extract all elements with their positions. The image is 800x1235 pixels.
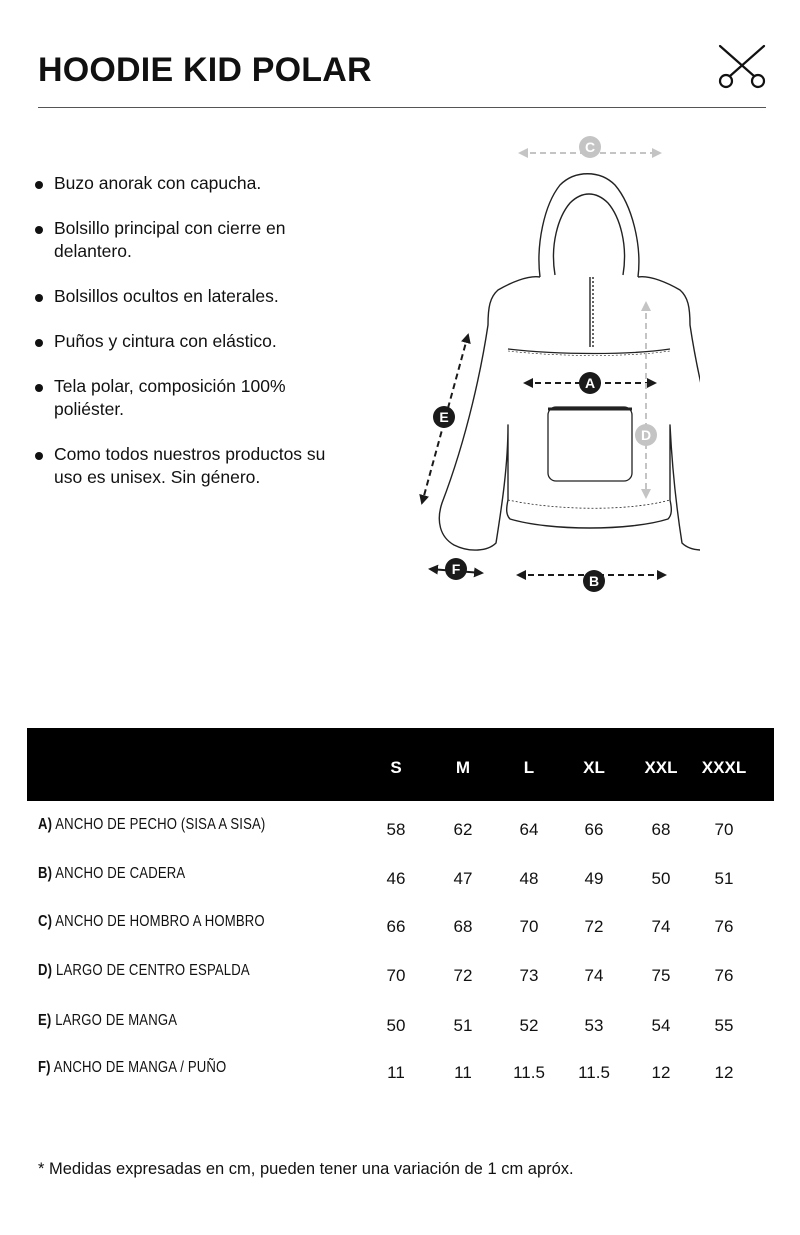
- feature-item: Bolsillo principal con cierre en delantero.: [34, 217, 354, 263]
- table-row: [38, 1012, 778, 1042]
- table-row: [38, 913, 778, 943]
- table-cell: 68: [651, 820, 671, 839]
- measurement-key: B): [38, 865, 53, 882]
- table-cell: 49: [584, 869, 604, 888]
- measurement-label: [38, 913, 265, 931]
- header-divider: [38, 107, 766, 108]
- marker-a: [579, 372, 601, 394]
- measurement-key: D): [38, 962, 53, 979]
- bullet-icon: [35, 294, 43, 302]
- svg-text:A: A: [584, 375, 596, 391]
- measurement-key: F): [38, 1059, 51, 1076]
- svg-text:D: D: [640, 427, 652, 443]
- measurement-name: LARGO DE CENTRO ESPALDA: [56, 962, 250, 979]
- bullet-icon: [35, 384, 43, 392]
- hood-outline: [539, 174, 639, 347]
- table-cell: 54: [651, 1016, 671, 1035]
- feature-item: Tela polar, composición 100% poliéster.: [34, 375, 354, 421]
- table-row: [38, 1059, 778, 1089]
- measurement-key: E): [38, 1012, 52, 1029]
- table-cell: 52: [519, 1016, 539, 1035]
- table-cell: 70: [519, 917, 539, 936]
- table-cell: 58: [386, 820, 406, 839]
- table-cell: 51: [453, 1016, 473, 1035]
- table-cell: 53: [584, 1016, 604, 1035]
- feature-item: Puños y cintura con elástico.: [34, 330, 354, 353]
- table-cell: 11.5: [513, 1063, 545, 1082]
- table-cell: 62: [453, 820, 473, 839]
- bullet-icon: [35, 181, 43, 189]
- table-cell: 74: [651, 917, 671, 936]
- measurement-name: ANCHO DE PECHO (SISA A SISA): [55, 816, 266, 833]
- measurement-label: [38, 1059, 226, 1077]
- table-cell: 70: [386, 966, 406, 985]
- table-cell: 11: [454, 1063, 472, 1082]
- page-title: HOODIE KID POLAR: [38, 51, 372, 89]
- measurement-key: A): [38, 816, 53, 833]
- table-cell: 76: [714, 966, 734, 985]
- measurement-label: [38, 962, 250, 980]
- size-header-m: M: [455, 758, 471, 777]
- table-cell: 76: [714, 917, 734, 936]
- size-header-s: S: [390, 758, 402, 777]
- feature-list: [34, 172, 354, 511]
- bullet-icon: [35, 339, 43, 347]
- table-cell: 50: [651, 869, 671, 888]
- bullet-icon: [35, 226, 43, 234]
- table-cell: 72: [453, 966, 473, 985]
- svg-text:C: C: [584, 139, 596, 155]
- measurement-name: ANCHO DE MANGA / PUÑO: [53, 1059, 227, 1076]
- measurement-name: ANCHO DE HOMBRO A HOMBRO: [55, 913, 265, 930]
- size-header-xxl: XXL: [644, 758, 678, 777]
- footnote: * Medidas expresadas en cm, pueden tener una variación de 1 cm apróx.: [38, 1160, 574, 1178]
- table-cell: 12: [714, 1063, 734, 1082]
- hoodie-diagram: [410, 125, 700, 605]
- table-cell: 47: [453, 869, 473, 888]
- table-cell: 55: [714, 1016, 734, 1035]
- table-cell: 72: [584, 917, 604, 936]
- pocket-outline: [548, 407, 632, 481]
- table-cell: 51: [714, 869, 734, 888]
- marker-b: [583, 570, 605, 592]
- size-header-xl: XL: [583, 758, 605, 777]
- feature-item: Como todos nuestros productos su uso es unisex. Sin género.: [34, 443, 354, 489]
- measurement-label: [38, 865, 185, 883]
- size-header-xxxl: XXXL: [701, 758, 747, 777]
- table-cell: 12: [651, 1063, 671, 1082]
- table-row: [38, 865, 778, 895]
- table-cell: 48: [519, 869, 539, 888]
- measurement-key: C): [38, 913, 53, 930]
- size-table-header: [27, 728, 774, 801]
- feature-item: Buzo anorak con capucha.: [34, 172, 354, 195]
- table-cell: 66: [386, 917, 406, 936]
- table-cell: 74: [584, 966, 604, 985]
- measurement-name: LARGO DE MANGA: [55, 1012, 178, 1029]
- feature-item: Bolsillos ocultos en laterales.: [34, 285, 354, 308]
- hoodie-outline: [439, 277, 700, 550]
- svg-text:E: E: [439, 409, 449, 425]
- table-cell: 46: [386, 869, 406, 888]
- table-cell: 73: [519, 966, 539, 985]
- table-row: [38, 962, 778, 992]
- measurement-label: [38, 816, 265, 834]
- table-cell: 11.5: [578, 1063, 610, 1082]
- svg-text:F: F: [451, 561, 461, 577]
- marker-f: [445, 558, 467, 580]
- table-cell: 64: [519, 820, 539, 839]
- bullet-icon: [35, 452, 43, 460]
- table-cell: 11: [387, 1063, 405, 1082]
- table-row: [38, 816, 778, 846]
- marker-e: [433, 406, 455, 428]
- svg-text:B: B: [588, 573, 600, 589]
- table-cell: 68: [453, 917, 473, 936]
- measurement-label: [38, 1012, 177, 1030]
- table-cell: 75: [651, 966, 671, 985]
- table-cell: 66: [584, 820, 604, 839]
- marker-c: [579, 136, 601, 158]
- scissors-icon: [716, 42, 768, 90]
- table-cell: 70: [714, 820, 734, 839]
- measurement-name: ANCHO DE CADERA: [55, 865, 186, 882]
- size-header-l: L: [523, 758, 535, 777]
- marker-d: [635, 424, 657, 446]
- table-cell: 50: [386, 1016, 406, 1035]
